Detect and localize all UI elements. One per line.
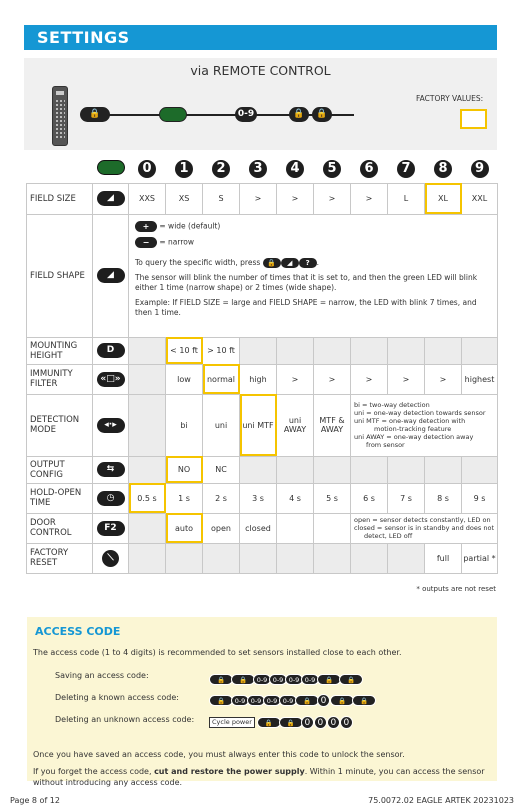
factory-values-label: FACTORY VALUES: [416, 94, 484, 103]
field-shape-icon: ◢ [97, 268, 125, 283]
column-header-row [27, 155, 498, 183]
digit-key-icon: 0-9 [235, 107, 257, 122]
row-detection-mode: DETECTION MODE ◂·▸ bi uni uni MTF uni AWAY MTF & AWAY bi = two-way detection uni = one-way detection towards sensor uni MTF = one-way detection with motion-tracking feature uni AWAY = one-way detection away from sensor [27, 394, 498, 456]
access-code-intro: The access code (1 to 4 digits) is recommended to set sensors installed close to each other. [33, 648, 402, 657]
green-key-icon [159, 107, 187, 122]
settings-table [26, 155, 498, 574]
detection-mode-notes: bi = two-way detection uni = one-way detection towards sensor uni MTF = one-way detection with motion-tracking feature uni AWAY = one-way detection away from sensor [351, 394, 498, 456]
outputs-note: * outputs are not reset [416, 585, 496, 593]
minus-icon: − [135, 237, 157, 248]
digit-1-icon: 1 [175, 160, 193, 178]
green-key-icon [97, 160, 125, 175]
door-control-notes: open = sensor detects constantly, LED on closed = sensor is in standby and does not detect, LED off [351, 513, 498, 543]
unlock-key-icon: 🔒 [263, 258, 281, 268]
lock-key-icon: 🔒 [289, 107, 309, 122]
digit-3-icon: 3 [249, 160, 267, 178]
row-hold-open-time: HOLD-OPEN TIME ◷ 0.5 s 1 s 2 s 3 s 4 s 5 s 6 s 7 s 8 s 9 s [27, 483, 498, 513]
row-immunity-filter: IMMUNITY FILTER «□» low normal high > > > > > highest [27, 364, 498, 394]
row-door-control: DOOR CONTROL F2 auto open closed open = sensor detects constantly, LED on closed = sensor is in standby and does not detect, LED off [27, 513, 498, 543]
saving-sequence: 🔒 🔒 0-9 0-9 0-9 0-9 🔒 🔒 [209, 669, 361, 682]
immunity-filter-icon: «□» [97, 372, 125, 387]
unlock-key-icon: 🔒 [80, 107, 110, 122]
deleting-unknown-label: Deleting an unknown access code: [55, 715, 195, 724]
digit-2-icon: 2 [212, 160, 230, 178]
deleting-known-sequence: 🔒 0-9 0-9 0-9 0-9 🔒 0 🔒 🔒 [209, 690, 374, 703]
digit-7-icon: 7 [397, 160, 415, 178]
forget-note: If you forget the access code, cut and restore the power supply. Within 1 minute, you can access the sensor without introducing any access code. [33, 767, 485, 787]
lock-key-icon: 🔒 [312, 107, 332, 122]
door-control-icon: F2 [97, 521, 125, 536]
row-mounting-height: MOUNTING HEIGHT D < 10 ft > 10 ft [27, 337, 498, 364]
clock-icon: ◷ [97, 491, 125, 506]
factory-values-swatch [460, 109, 487, 129]
reset-icon: ⟍ [102, 550, 119, 567]
query-key-icon: ? [299, 258, 317, 268]
plus-icon: + [135, 221, 157, 232]
row-field-size: FIELD SIZE ◢ XXS XS S > > > > L XL XXL [27, 183, 498, 214]
via-remote-label: via REMOTE CONTROL [190, 63, 331, 78]
unlock-note: Once you have saved an access code, you must always enter this code to unlock the sensor. [33, 750, 405, 759]
document-id: 75.0072.02 EAGLE ARTEK 20231023 [368, 796, 514, 805]
detection-mode-icon: ◂·▸ [97, 418, 125, 433]
row-output-config: OUTPUT CONFIG ⇆ NO NC [27, 456, 498, 483]
output-config-icon: ⇆ [97, 462, 125, 477]
digit-5-icon: 5 [323, 160, 341, 178]
access-code-panel [27, 617, 497, 787]
remote-control-panel [24, 58, 497, 150]
digit-0-icon: 0 [138, 160, 156, 178]
access-code-title: ACCESS CODE [35, 625, 121, 638]
field-size-icon: ◢ [97, 191, 125, 206]
deleting-known-label: Deleting a known access code: [55, 693, 179, 702]
settings-banner [24, 25, 497, 50]
row-factory-reset: FACTORY RESET ⟍ full partial * [27, 543, 498, 573]
deleting-unknown-sequence: Cycle power 🔒 🔒 0 0 0 0 [209, 712, 353, 725]
remote-control-icon [52, 86, 68, 146]
page-title: SETTINGS [37, 28, 130, 47]
cycle-power-label: Cycle power [209, 717, 255, 728]
digit-9-icon: 9 [471, 160, 489, 178]
field-shape-key-icon: ◢ [281, 258, 299, 268]
mounting-height-icon: D [97, 343, 125, 358]
digit-4-icon: 4 [286, 160, 304, 178]
digit-8-icon: 8 [434, 160, 452, 178]
saving-label: Saving an access code: [55, 671, 149, 680]
digit-6-icon: 6 [360, 160, 378, 178]
row-field-shape: FIELD SHAPE ◢ + = wide (default) − = narrow To query the specific width, press 🔒 ◢ ? . The sensor will blink the number of times that it is set to, and then the green LED will blink either 1 time (narrow shape) or 2 times (wide shape). Example: If FIELD SIZE = large and FIELD SHAPE = narrow, the LED with blink 7 times, and then 1 time. [27, 214, 498, 337]
page-number: Page 8 of 12 [10, 796, 60, 805]
